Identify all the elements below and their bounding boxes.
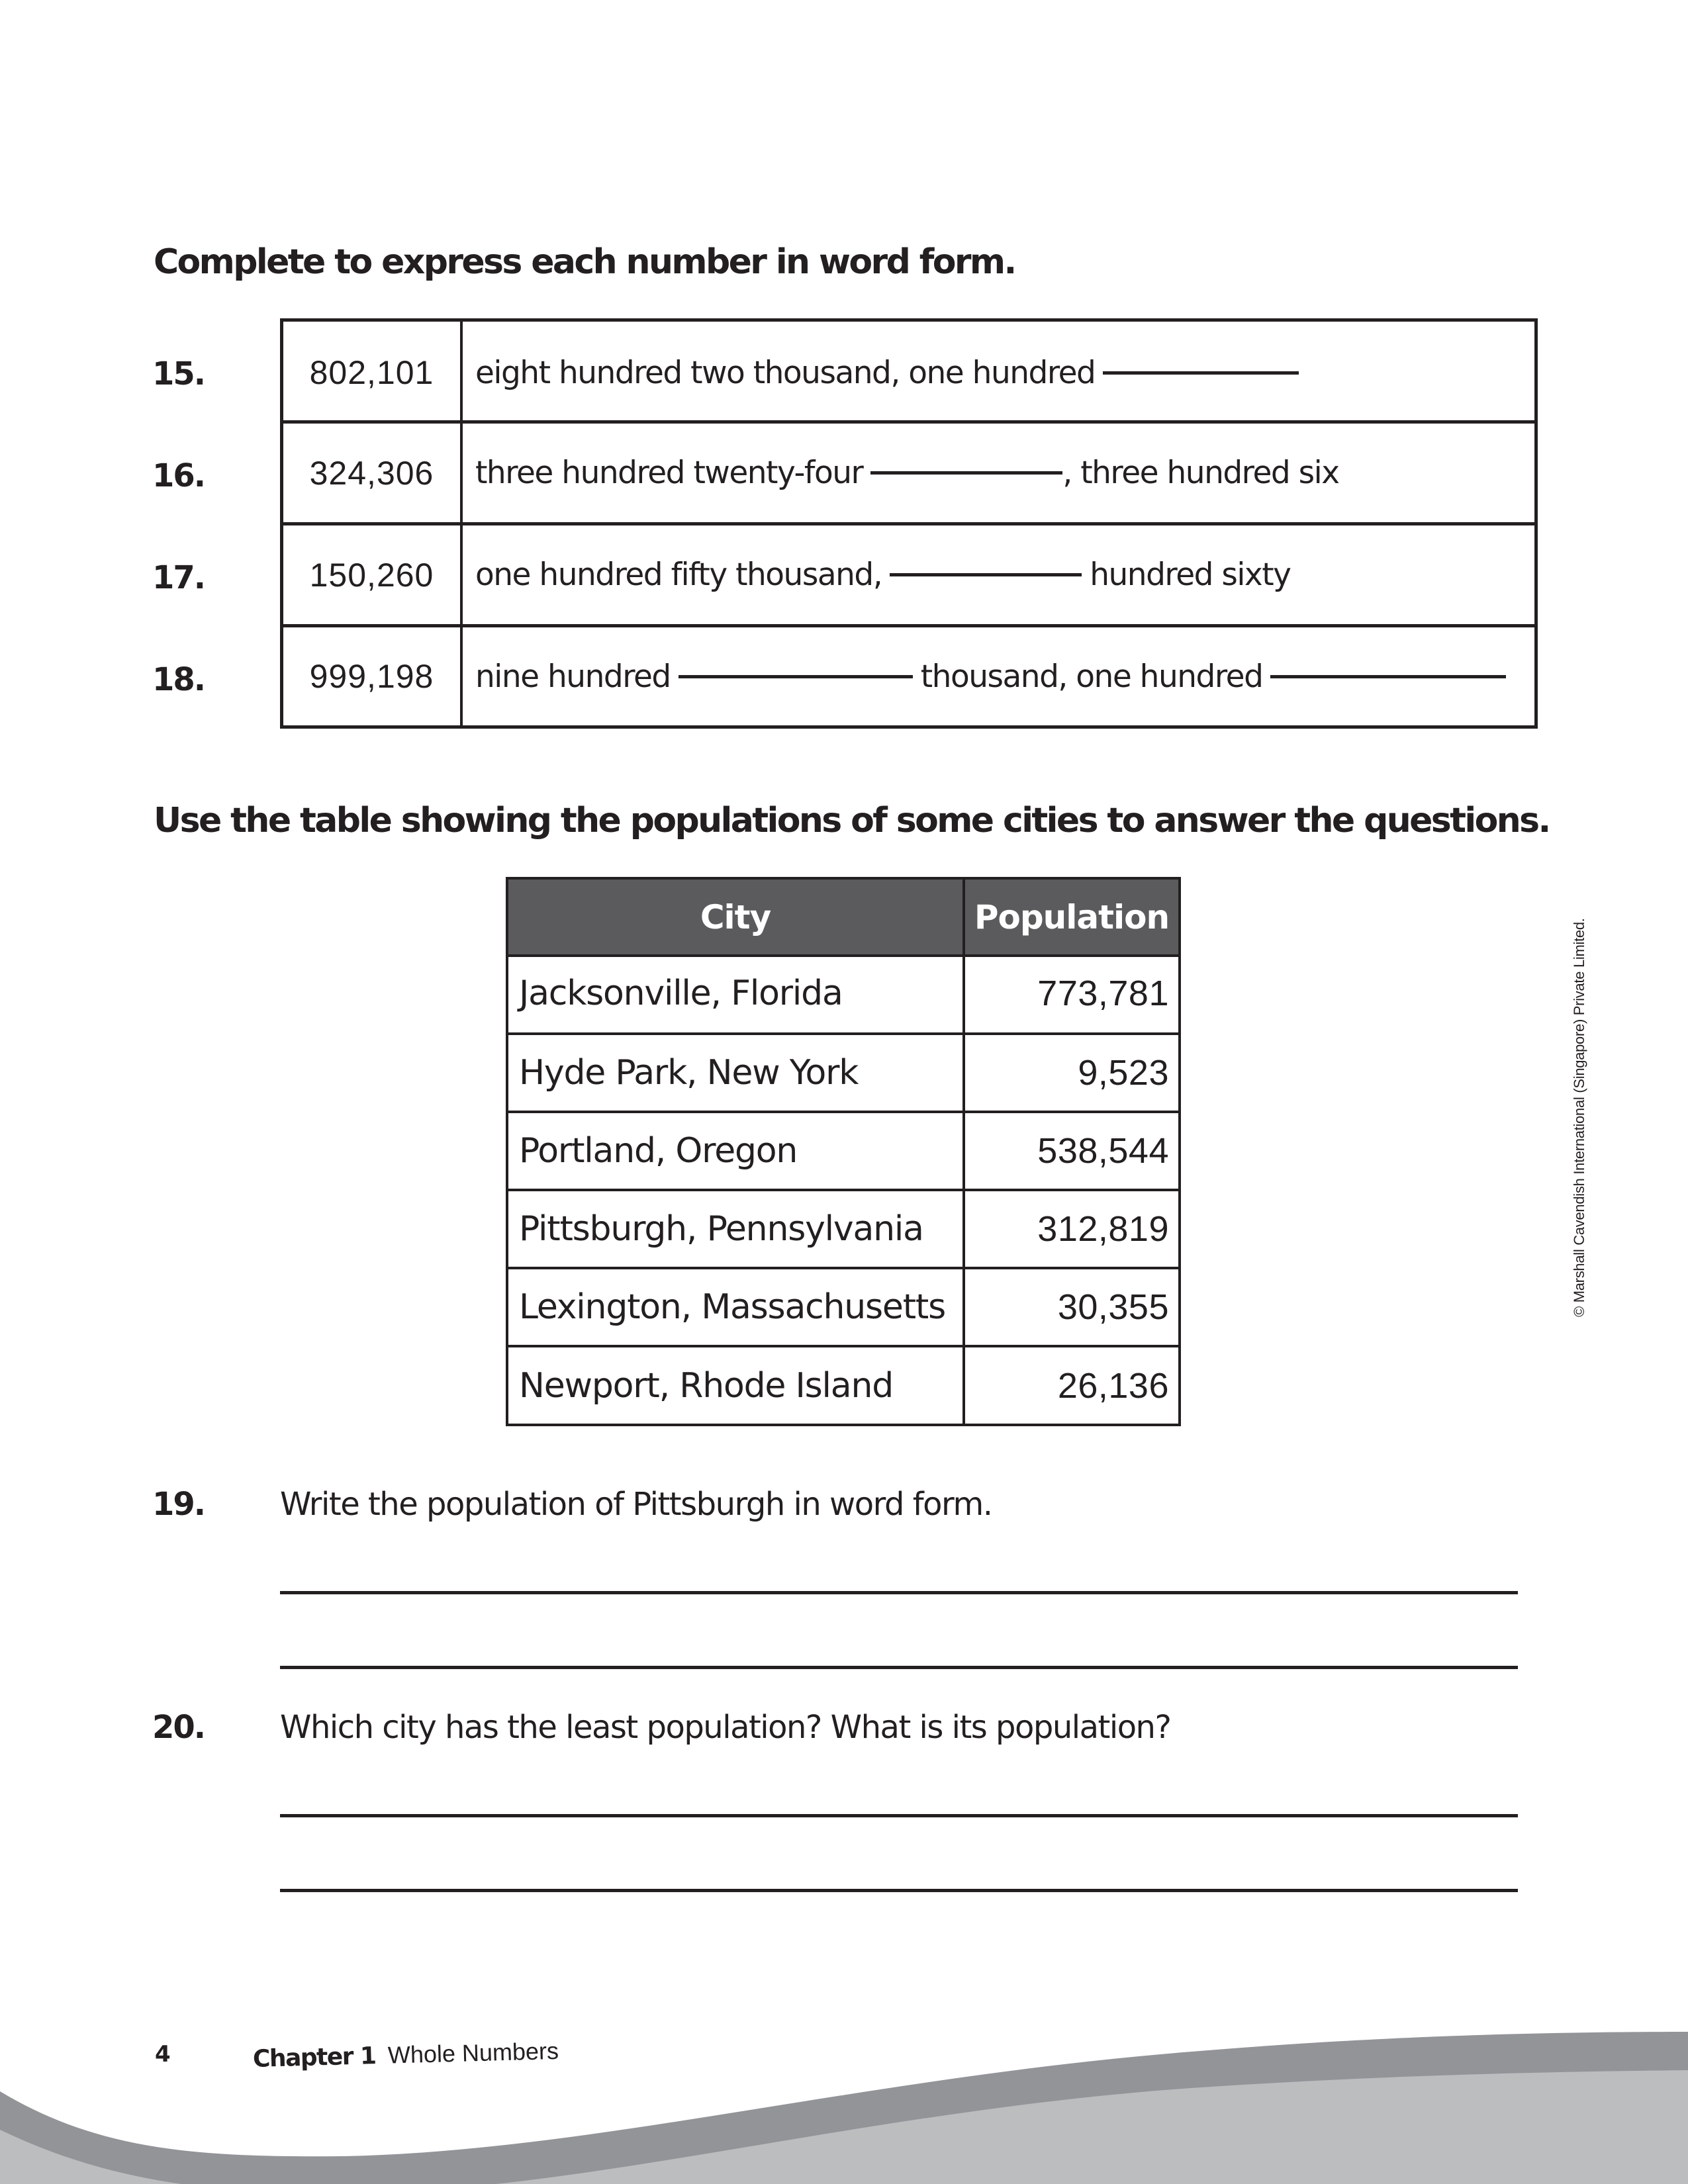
city-name: Newport, Rhode Island	[519, 1365, 894, 1406]
word-form-row-17	[283, 522, 1534, 624]
answer-line-19a[interactable]	[280, 1591, 1518, 1594]
city-population: 773,781	[1037, 974, 1169, 1013]
city-name: Jacksonville, Florida	[519, 974, 843, 1013]
answer-blank[interactable]	[1270, 675, 1506, 678]
table-row	[508, 1345, 1178, 1424]
word-form-text	[475, 424, 1339, 522]
chapter-title: Whole Numbers	[387, 2036, 559, 2069]
standard-form-value: 802,101	[309, 354, 434, 391]
word-form-part: one hundred fifty thousand,	[475, 557, 882, 593]
table-row	[508, 954, 1178, 1032]
word-form-part: nine hundred	[475, 658, 671, 695]
question-text-20: Which city has the least population? What is its population?	[280, 1709, 1171, 1746]
city-population: 312,819	[1037, 1209, 1169, 1249]
word-form-row-15	[283, 322, 1534, 424]
city-name: Hyde Park, New York	[519, 1053, 859, 1093]
city-population: 30,355	[1057, 1287, 1169, 1327]
standard-form-value: 999,198	[309, 658, 434, 695]
section-heading-city-table: Use the table showing the populations of some cities to answer the questions.	[154, 801, 1550, 841]
table-row	[508, 1189, 1178, 1267]
chapter-label: Chapter 1	[252, 2042, 377, 2073]
table-row	[508, 1111, 1178, 1189]
column-header-population: Population	[974, 897, 1170, 936]
city-population: 538,544	[1037, 1131, 1169, 1171]
standard-form-value: 324,306	[309, 454, 434, 492]
question-text-19: Write the population of Pittsburgh in word form.	[280, 1486, 992, 1523]
word-form-row-18	[283, 624, 1534, 725]
table-row	[508, 1032, 1178, 1111]
city-name: Portland, Oregon	[519, 1131, 798, 1171]
city-population: 26,136	[1057, 1365, 1169, 1406]
word-form-part: thousand, one hundred	[920, 658, 1263, 695]
word-form-row-16	[283, 420, 1534, 522]
answer-line-19b[interactable]	[280, 1666, 1518, 1669]
answer-blank[interactable]	[870, 471, 1062, 475]
table-header	[508, 880, 1178, 957]
word-form-text	[475, 525, 1290, 624]
standard-form-value: 150,260	[309, 556, 434, 594]
word-form-part: three hundred twenty-four	[475, 455, 863, 491]
question-number-18: 18.	[152, 661, 205, 698]
city-name: Lexington, Massachusetts	[519, 1287, 945, 1327]
city-name: Pittsburgh, Pennsylvania	[519, 1209, 923, 1249]
question-number-19: 19.	[152, 1486, 205, 1523]
word-form-text	[475, 322, 1307, 424]
word-form-text	[475, 627, 1514, 725]
section-heading-word-form: Complete to express each number in word form.	[154, 242, 1015, 282]
word-form-part: , three hundred six	[1062, 455, 1339, 491]
city-population-table	[506, 877, 1181, 1426]
question-number-20: 20.	[152, 1709, 205, 1746]
answer-blank[interactable]	[890, 573, 1082, 576]
word-form-table	[280, 318, 1538, 729]
city-population: 9,523	[1078, 1053, 1169, 1093]
word-form-part: eight hundred two thousand, one hundred	[475, 354, 1096, 391]
question-number-15: 15.	[152, 355, 205, 392]
table-row	[508, 1267, 1178, 1345]
answer-line-20b[interactable]	[280, 1889, 1518, 1892]
question-number-16: 16.	[152, 457, 205, 494]
answer-blank[interactable]	[1103, 371, 1299, 375]
copyright-notice: © Marshall Cavendish International (Singapore) Private Limited.	[1571, 918, 1587, 1317]
question-number-17: 17.	[152, 559, 205, 596]
column-header-city: City	[700, 897, 771, 936]
word-form-part: hundred sixty	[1090, 557, 1291, 593]
page-number: 4	[155, 2041, 171, 2068]
answer-line-20a[interactable]	[280, 1814, 1518, 1817]
answer-blank[interactable]	[679, 675, 913, 678]
